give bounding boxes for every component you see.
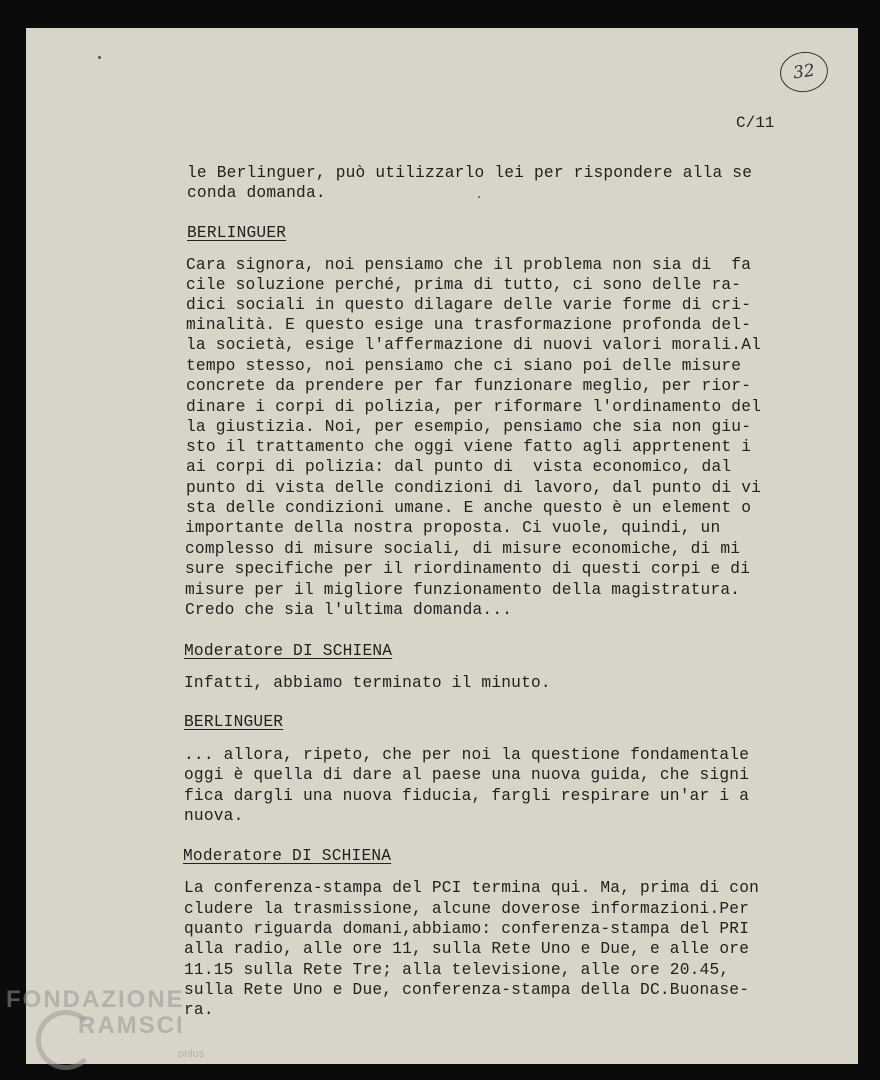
text-line: ra. [184,1001,214,1019]
speaker-heading: BERLINGUER [184,713,284,731]
text-line: ai corpi di polizia: dal punto di vista economico, dal [186,458,732,476]
archive-watermark-logo [0,980,260,1080]
text-line: Cara signora, noi pensiamo che il problema non sia di fa [186,256,752,274]
text-line: sure specifiche per il riordinamento di questi corpi e di [185,560,751,578]
text-line: punto di vista delle condizioni di lavoro, dal punto di vi [186,479,762,497]
text-line: 11.15 sulla Rete Tre; alla televisione, alle ore 20.45, [184,961,730,979]
text-line: complesso di misure sociali, di misure economiche, di mi [185,540,741,558]
text-line: sto il trattamento che oggi viene fatto agli apprtenent i [186,438,752,456]
text-line: la giustizia. Noi, per esempio, pensiamo che sia non giu- [186,418,752,436]
watermark-text: FONDAZIONE [6,986,185,1013]
text-line: La conferenza-stampa del PCI termina qui. Ma, prima di con [184,879,760,897]
text-line: ... allora, ripeto, che per noi la questione fondamentale [184,746,750,764]
text-line: la società, esige l'affermazione di nuovi valori morali.Al [186,336,762,354]
text-line: tempo stesso, noi pensiamo che ci siano poi delle misure [186,357,742,375]
text-line: importante della nostra proposta. Ci vuole, quindi, un [185,519,721,537]
text-line: quanto riguarda domani,abbiamo: conferenza-stampa del PRI [184,920,750,938]
text-line: concrete da prendere per far funzionare meglio, per rior- [186,377,752,395]
text-line: Credo che sia l'ultima domanda... [185,601,513,619]
text-line: Infatti, abbiamo terminato il minuto. [184,674,551,692]
speaker-heading: BERLINGUER [187,224,287,242]
text-line: conda domanda. [187,184,326,202]
watermark-text: onlus [178,1048,205,1060]
speaker-heading: Moderatore DI SCHIENA [183,847,392,865]
text-line: fica dargli una nuova fiducia, fargli respirare un'ar i a [184,787,750,805]
text-line: sulla Rete Uno e Due, conferenza-stampa della DC.Buonase- [184,981,750,999]
speaker-heading: Moderatore DI SCHIENA [184,642,393,660]
text-line: minalità. E questo esige una trasformazione profonda del- [186,316,752,334]
paper-speck [478,196,480,198]
text-line: le Berlinguer, può utilizzarlo lei per rispondere alla se [187,164,753,182]
text-line: cile soluzione perché, prima di tutto, ci sono delle ra- [186,276,742,294]
text-line: dinare i corpi di polizia, per riformare l'ordinamento del [186,398,762,416]
paper-speck [98,56,101,59]
text-line: oggi è quella di dare al paese una nuova guida, che signi [184,766,750,784]
text-line: nuova. [184,807,244,825]
text-line: misure per il migliore funzionamento della magistratura. [185,581,741,599]
text-line: dici sociali in questo dilagare delle varie forme di cri- [186,296,752,314]
text-line: cludere la trasmissione, alcune doverose informazioni.Per [184,900,750,918]
text-line: sta delle condizioni umane. E anche questo è un element o [186,499,752,517]
watermark-text: RAMSCI [78,1012,185,1039]
page-code: C/11 [736,114,775,132]
page-number-stamp: 32 [777,49,830,95]
text-line: alla radio, alle ore 11, sulla Rete Uno e Due, e alle ore [184,940,750,958]
